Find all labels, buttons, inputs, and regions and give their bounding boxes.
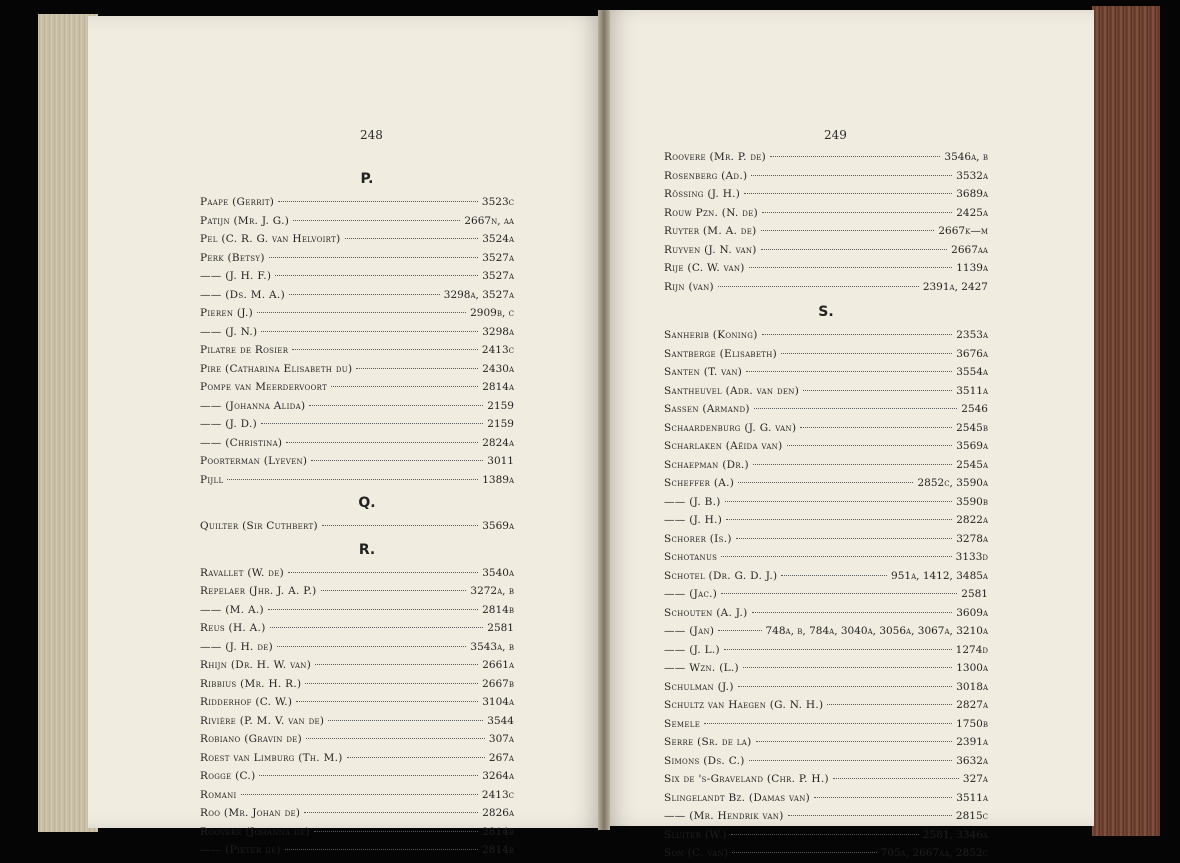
leader-dots [288,571,478,573]
entry-reference: 2391a, 2427 [922,280,988,293]
entry-reference: 3527a [482,270,514,282]
index-entry [200,767,514,786]
index-entry [664,622,988,641]
entry-reference: 1750b [956,717,988,730]
section-letter: R. [358,541,376,558]
entry-name: Rije (C. W. van) [664,262,745,274]
index-entry [200,619,514,638]
entry-reference: 748a, b, 784a, 3040a, 3056a, 3067a, 3210a [765,625,988,637]
entry-name: —— (Jac.) [664,588,718,600]
index-entry [664,696,988,715]
leader-dots [752,611,953,613]
index-entry [200,749,514,768]
leader-dots [753,463,952,465]
entry-name: Rogge (C.) [200,770,256,782]
entry-name: Schaardenburg (J. G. van) [664,421,797,434]
index-entry [664,400,988,419]
entry-reference: 3590b [956,495,988,508]
entry-name: Sanherib (Koning) [664,329,758,341]
entry-name: —— (Jan) [664,625,715,637]
leader-dots [315,663,478,665]
entry-reference: 2814b [482,603,514,616]
entry-reference: 3264a [482,770,514,782]
index-entry [664,807,988,826]
leader-dots [269,256,479,258]
leader-dots [788,814,952,816]
leader-dots [227,478,478,480]
index-entry [200,638,514,657]
index-entry [664,659,988,678]
entry-name: Ruyter (M. A. de) [664,225,757,237]
entry-name: Sassen (Armand) [664,403,750,415]
leader-dots [278,200,478,202]
entry-name: Ruyven (J. N. van) [664,243,757,256]
index-entry [200,397,514,416]
index-entry [664,241,988,260]
entry-reference: 1300a [956,662,988,674]
index-entry [664,278,988,297]
index-entry [200,601,514,620]
leader-dots [724,648,952,650]
entry-name: Schotanus [664,551,718,563]
entry-name: Simons (Ds. C.) [664,754,745,767]
leader-dots [345,237,479,239]
leader-dots [275,274,478,276]
entry-name: —— (J. D.) [200,418,257,430]
entry-name: Repelaer (Jhr. J. A. P.) [200,585,317,597]
entry-name: —— (Christina) [200,436,283,449]
entry-reference: 705a, 2667aa, 2852c [880,847,988,859]
entry-reference: 2667k—m [938,225,988,237]
entry-name: Sluiter (W.) [664,828,727,841]
leader-dots [241,793,478,795]
leader-dots [725,500,952,502]
entry-name: Rouw Pzn. (N. de) [664,206,759,219]
index-entry [664,148,988,167]
index-entry [200,341,514,360]
entry-reference: 2822a [956,514,988,526]
leader-dots [704,722,952,724]
entry-reference: 3689a [956,188,988,200]
entry-reference: 2353a [956,329,988,341]
leader-dots [309,404,483,406]
leader-dots [286,441,478,443]
entry-name: —— (Ds. M. A.) [200,288,285,301]
index-entry [664,770,988,789]
entry-reference: 2814b [482,825,514,838]
entry-name: —— (J. B.) [664,495,721,508]
index-entry [664,826,988,845]
entry-name: —— (J. H.) [664,514,723,526]
index-entry [664,345,988,364]
leader-dots [762,333,953,335]
entry-reference: 2581 [487,622,514,634]
leader-dots [800,426,952,428]
leader-dots [311,459,483,461]
index-entry [664,548,988,567]
entry-name: —— (Mr. Hendrik van) [664,810,784,822]
entry-reference: 1274d [955,643,988,656]
entry-name: Rössing (J. H.) [664,188,741,200]
entry-reference: 3278a [956,532,988,545]
index-list [200,564,514,860]
entry-name: Pel (C. R. G. van Helvoirt) [200,233,341,245]
entry-reference: 307a [488,733,514,745]
entry-name: Ravallet (W. de) [200,566,285,579]
index-entry [664,363,988,382]
entry-reference: 3632a [956,754,988,767]
leader-dots [761,248,947,250]
leader-dots [781,352,952,354]
leader-dots [328,719,483,721]
entry-name: Rhijn (Dr. H. W. van) [200,659,312,671]
index-entry [200,730,514,749]
entry-name: —— (Pieter de) [200,844,281,856]
leader-dots [770,155,940,157]
leader-dots [756,740,953,742]
entry-name: Perk (Betsy) [200,251,265,264]
entry-reference: 2545a [956,458,988,471]
entry-name: Serre (Sr. de la) [664,736,752,748]
leader-dots [347,756,485,758]
index-entry [664,167,988,186]
entry-reference: 3511a [956,384,988,397]
leader-dots [749,266,953,268]
entry-reference: 2667aa [951,243,988,256]
entry-name: Rivière (P. M. V. van de) [200,714,325,727]
leader-dots [314,830,478,832]
entry-reference: 3543a, b [470,640,514,653]
entry-name: Schotel (Dr. G. D. J.) [664,569,778,582]
entry-name: Semele [664,717,701,730]
entry-reference: 3532a [956,169,988,182]
leader-dots [787,444,953,446]
index-entry [200,249,514,268]
entry-name: Patijn (Mr. J. G.) [200,214,290,227]
entry-name: —— Wzn. (L.) [664,662,739,674]
entry-name: Pire (Catharina Elisabeth du) [200,362,353,375]
leader-dots [781,574,887,576]
entry-reference: 2661a [482,659,514,671]
leader-dots [814,796,952,798]
leader-dots [731,833,919,835]
leader-dots [761,229,935,231]
entry-name: Roovere (Mr. P. de) [664,151,767,163]
entry-name: Santberge (Elisabeth) [664,347,778,360]
index-entry [200,286,514,305]
entry-reference: 1139a [956,262,988,274]
leader-dots [803,389,952,391]
index-entry [200,434,514,453]
index-entry [200,323,514,342]
leader-dots [261,330,478,332]
entry-name: Pilatre de Rosier [200,344,289,356]
leader-dots [304,811,478,813]
entry-reference: 2159 [487,399,514,412]
index-entry [200,360,514,379]
entry-name: Roovere (Johanna de) [200,825,310,838]
entry-reference: 3511a [956,791,988,804]
entry-reference: 2159 [487,418,514,430]
entry-reference: 951a, 1412, 3485a [891,569,988,582]
leader-dots [718,285,919,287]
entry-name: Rosenberg (Ad.) [664,169,748,182]
entry-name: —— (M. A.) [200,603,264,616]
entry-reference: 3546a, b [944,151,988,163]
index-entry [664,326,988,345]
entry-reference: 2545b [956,421,988,434]
index-entry [200,675,514,694]
index-entry [664,733,988,752]
entry-reference: 2815c [955,810,988,822]
entry-name: Schulman (J.) [664,680,734,693]
leader-dots [718,629,761,631]
leader-dots [259,774,478,776]
entry-name: Pompe van Meerdervoort [200,381,328,393]
entry-reference: 3298a, 3527a [443,288,514,301]
entry-reference: 1389a [482,473,514,486]
index-entry [200,517,514,536]
entry-reference: 2581, 3346a [922,828,988,841]
leader-dots [751,174,952,176]
entry-name: Paape (Gerrit) [200,196,275,208]
index-entry [664,752,988,771]
entry-reference: 327a [962,773,988,785]
leader-dots [749,759,953,761]
leader-dots [738,685,953,687]
leader-dots [721,555,951,557]
entry-reference: 3272a, b [470,585,514,597]
entry-name: Robiano (Gravin de) [200,733,303,745]
index-entry [664,511,988,530]
index-entry [664,585,988,604]
index-entry [664,604,988,623]
index-entry [664,222,988,241]
leader-dots [321,589,467,591]
leader-dots [754,407,957,409]
entry-name: Scharlaken (Aëida van) [664,440,783,452]
entry-reference: 3676a [956,347,988,360]
entry-reference: 2413c [481,788,514,801]
entry-name: Schaepman (Dr.) [664,458,749,471]
index-entry [664,259,988,278]
entry-reference: 3569a [482,520,514,532]
index-entry [200,267,514,286]
leader-dots [296,700,478,702]
entry-name: Santheuvel (Adr. van den) [664,384,800,397]
index-entry [200,304,514,323]
index-entry [664,437,988,456]
index-list [200,193,514,489]
leader-dots [292,348,478,350]
entry-name: Romani [200,788,237,801]
entry-reference: 2814b [482,844,514,856]
leader-dots [356,367,478,369]
index-entry [200,656,514,675]
entry-name: Schouten (A. J.) [664,606,748,619]
entry-name: Rijn (van) [664,280,714,293]
leader-dots [270,626,484,628]
entry-name: —— (J. N.) [200,325,258,338]
index-entry [200,804,514,823]
entry-reference: 3523c [481,196,514,208]
leader-dots [827,703,952,705]
entry-reference: 2852c, 3590a [917,477,988,489]
entry-name: Son (C. van) [664,847,729,859]
entry-reference: 2667b [482,677,514,690]
entry-reference: 3133d [955,551,988,563]
leader-dots [721,592,957,594]
index-list [664,148,988,296]
index-entry [664,493,988,512]
entry-name: Quilter (Sir Cuthbert) [200,520,318,532]
index-entry [200,582,514,601]
entry-reference: 3540a [482,566,514,579]
entry-name: Ridderhof (C. W.) [200,696,293,708]
leader-dots [257,311,466,313]
leader-dots [289,293,440,295]
index-entry [200,415,514,434]
leader-dots [268,608,478,610]
index-entry [664,844,988,863]
entry-reference: 3544 [487,714,514,727]
index-entry [664,567,988,586]
entry-reference: 2413c [481,344,514,356]
leader-dots [732,851,876,853]
book-gutter [598,10,610,830]
entry-reference: 3569a [956,440,988,452]
entry-reference: 2425a [956,206,988,219]
leader-dots [322,524,478,526]
entry-name: Ribbius (Mr. H. R.) [200,677,302,690]
entry-reference: 3524a [482,233,514,245]
index-entry [200,786,514,805]
index-entry [664,474,988,493]
index-list [200,517,514,536]
index-entry [200,193,514,212]
entry-reference: 2430a [482,362,514,375]
entry-name: Schultz van Haegen (G. N. H.) [664,699,824,711]
entry-name: —— (J. L.) [664,643,720,656]
section-letter: P. [360,171,374,187]
leader-dots [285,848,478,850]
entry-reference: 3104a [482,696,514,708]
entry-name: Santen (T. van) [664,366,743,378]
entry-reference: 267a [488,751,514,764]
entry-reference: 3527a [482,251,514,264]
section-letter: Q. [358,495,376,511]
leader-dots [331,385,478,387]
leader-dots [293,219,460,221]
entry-reference: 3018a [956,680,988,693]
index-entry [200,378,514,397]
entry-name: Roest van Limburg (Th. M.) [200,751,343,764]
entry-name: Schorer (Is.) [664,532,732,545]
index-entry [664,789,988,808]
leader-dots [305,682,478,684]
leader-dots [277,645,466,647]
index-entry [200,230,514,249]
index-entry [664,641,988,660]
entry-name: Pieren (J.) [200,307,254,319]
leader-dots [833,777,959,779]
index-entry [200,564,514,583]
index-entry [664,382,988,401]
right-page-number: 249 [824,128,847,142]
entry-name: Poorterman (Lyeven) [200,455,308,467]
index-entry [664,456,988,475]
entry-reference: 3554a [956,366,988,378]
leader-dots [744,192,952,194]
entry-reference: 3011 [487,455,514,467]
leader-dots [762,211,952,213]
entry-reference: 3609a [956,606,988,619]
index-entry [200,693,514,712]
leader-dots [726,518,952,520]
entry-reference: 2581 [961,588,988,600]
index-entry [664,530,988,549]
index-entry [664,419,988,438]
entry-name: Roo (Mr. Johan de) [200,807,301,819]
entry-name: Six de 's-Graveland (Chr. P. H.) [664,773,829,785]
section-letter: S. [818,304,834,320]
index-entry [200,712,514,731]
index-entry [664,204,988,223]
entry-reference: 2546 [961,403,988,415]
leader-dots [746,370,952,372]
index-entry [664,678,988,697]
entry-name: Slingelandt Bz. (Damas van) [664,791,811,804]
entry-reference: 2814a [482,381,514,393]
entry-reference: 2826a [482,807,514,819]
index-entry [200,823,514,842]
entry-reference: 2667n, aa [464,214,514,227]
entry-reference: 2827a [956,699,988,711]
entry-name: Reus (H. A.) [200,622,266,634]
index-entry [200,212,514,231]
leader-dots [261,422,483,424]
leader-dots [738,481,913,483]
index-entry [664,185,988,204]
index-entry [200,452,514,471]
index-entry [200,841,514,860]
entry-name: Pijll [200,473,224,486]
index-entry [664,715,988,734]
entry-reference: 3298a [482,325,514,338]
entry-name: Scheffer (A.) [664,477,735,489]
leader-dots [743,666,952,668]
left-page-number: 248 [360,128,383,142]
leader-dots [736,537,952,539]
leader-dots [306,737,485,739]
right-cover-edge [1092,6,1160,836]
entry-name: —— (J. H. de) [200,640,274,653]
index-entry [200,471,514,490]
entry-reference: 2391a [956,736,988,748]
entry-reference: 2824a [482,436,514,449]
entry-name: —— (Johanna Alida) [200,399,306,412]
entry-reference: 2909b, c [470,307,514,319]
index-list [664,326,988,863]
entry-name: —— (J. H. F.) [200,270,272,282]
